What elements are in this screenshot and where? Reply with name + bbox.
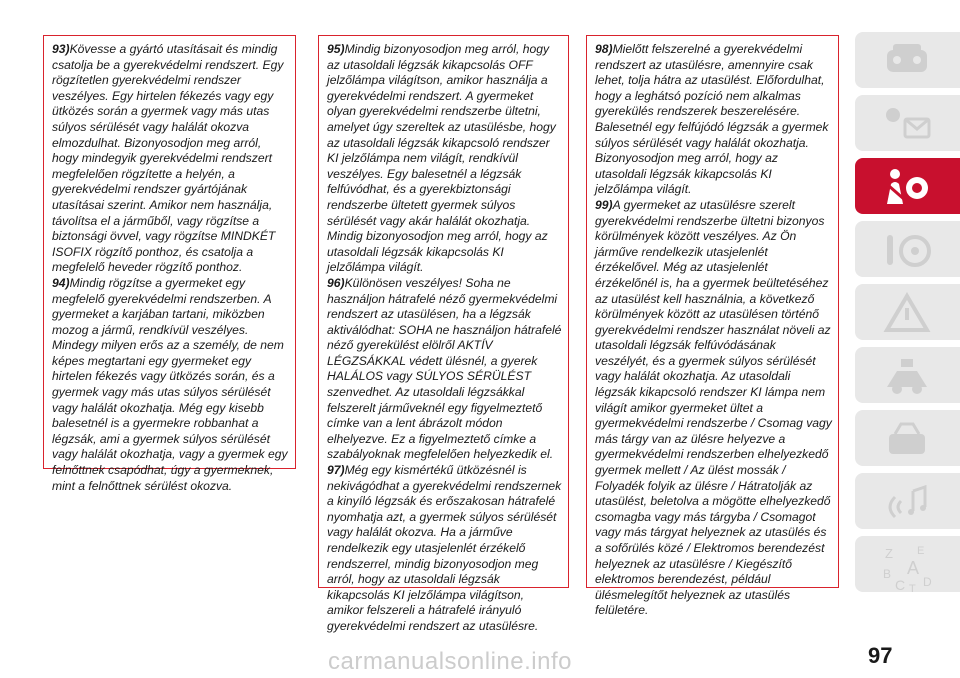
- tab-technical-data[interactable]: [855, 410, 960, 466]
- tab-index[interactable]: [855, 536, 960, 592]
- index-letter: E: [917, 545, 925, 557]
- warning-96: 96)Különösen veszélyes! Soha ne használjon hátrafelé néző gyermekvédelmi rendszert az utasülésen, ha a légzsák aktiválódhat: SOHA ne használjon hátrafelé néző gyerekülést elölről AKTÍV LÉGZSÁKKAL védett ülésnél, a gyerek HALÁLOS vagy SÚLYOS SÉRÜLÉST szenvedhet. Az utasoldali légzsákkal felszerelt járműveknél egy figyelmeztető címke van a lent ábrázolt módon elhelyezve. Ez a figyelmeztető címke a szabályoknak megfelelően helyezkedik el.: [327, 275, 562, 462]
- warning-column-3: [586, 35, 839, 618]
- warning-column-1: [43, 35, 296, 493]
- warning-98: 98)Mielőtt felszerelné a gyerekvédelmi rendszert az utasülésre, amennyire csak lehet, tolja hátra az utasülést. Előfordulhat, hogy a leghátsó pozíció nem alkalmas gyerekülés rendszerek beszerelésére. Balesetnél egy felfújódó légzsák a gyermek súlyos sérülését vagy halálát okozhatja. Bizonyosodjon meg arról, hogy az utasoldali légzsák kikapcsolás KI jelzőlámpa világít.: [595, 42, 829, 197]
- index-letter: Z: [885, 546, 893, 561]
- chapter-tabs: [855, 32, 960, 599]
- tab-safety[interactable]: [855, 158, 960, 214]
- tab-multimedia[interactable]: [855, 473, 960, 529]
- page-number: 97: [868, 643, 893, 668]
- tab-maintenance[interactable]: [855, 347, 960, 403]
- warning-column-2: [318, 35, 569, 633]
- emergency-icon: [881, 292, 933, 334]
- warning-lights-icon: [881, 103, 933, 145]
- index-letter: A: [907, 558, 920, 578]
- warning-99: 99)A gyermeket az utasülésre szerelt gyerekvédelmi rendszerbe ültetni bizonyos körülmények között veszélyes. Az Ön járműve rendelkezik utasjelenlét érzékelővel. Még az utasjelenlét érzékelőnél is, ha a gyermek beültetéséhez az utasülést kell használnia, a következő körülmények között az utasülésen történő gyerekvédelmi rendszer használat növeli az utasoldali légzsák felfúvódásának veszélyét, és a gyermek súlyos sérülését vagy halálát okozhatja. Az utasoldali légzsák kikapcsoló rendszer KI lámpa nem világít amikor gyermeket ültet a gyermekvédelmi rendszerbe / Csomag vagy más tárgy van az ülésre helyezve a gyermekvédelmi rendszerben elhelyezkedő gyermek mellett / Az ülést mossák / Folyadék folyik az ülésre / Hátratolják az utasülést, beletolva a mögötte elhelyezkedő csomagba vagy más tárgyba / Csomagot vagy más tárgyat helyeznek az utasülés és a sofőrülés közé / Elektromos berendezést helyeznek az utasülésre / Kiegészítő elektromos berendezést, például ülésmelegítőt helyeznek az utasülés felületére.: [595, 197, 832, 618]
- tab-emergency[interactable]: [855, 284, 960, 340]
- safety-airbag-icon: [881, 166, 933, 208]
- multimedia-icon: [881, 481, 933, 523]
- index-letter: T: [909, 583, 916, 594]
- car-dashboard-icon: [881, 40, 933, 80]
- tab-dashboard[interactable]: [855, 32, 960, 88]
- warning-97: 97)Még egy kismértékű ütközésnél is nekivágódhat a gyerekvédelmi rendszernek a kinyíló légzsák és erőszakosan hátrafelé nyomhatja azt, a gyermek súlyos sérülését vagy halálát okozva. Ha a járműve rendelkezik egy utasjelenlét érzékelő rendszerrel, mindig bizonyosodjon meg arról, hogy az utasoldali légzsák kikapcsolás KI jelzőlámpa világítson, amikor felszereli a hátrafelé irányuló gyerekvédelmi rendszert az utasülésre.: [327, 463, 562, 633]
- starting-driving-icon: [881, 229, 933, 271]
- index-letter: C: [895, 577, 906, 593]
- warning-95: 95)Mindig bizonyosodjon meg arról, hogy az utasoldali légzsák kikapcsolás OFF jelzőlámpa világítson, amikor használja a gyerekvédelmi rendszert. A gyermeket olyan gyerekvédelmi rendszerbe ültetni, amelyet úgy szereltek az utasülésbe, hogy az utasoldali légzsák kikapcsoló rendszer KI jelzőlámpa nem világít, rendkívül veszélyes. Egy balesetnél a légzsák felfúvódhat, és a gyerekbiztonsági rendszerbe ültetett gyermek súlyos sérülését vagy akár halálát okozhatja. Mindig bizonyosodjon meg arról, hogy az utasoldali légzsák kikapcsolás KI jelzőlámpa világít.: [327, 42, 556, 275]
- warning-93: 93)Kövesse a gyártó utasításait és mindig csatolja be a gyerekvédelmi rendszert. Egy rögzítetlen gyerekvédelmi rendszer veszélyes. Egy hirtelen fékezés vagy egy ütközés során a gyermek vagy más utas súlyos sérülését vagy halálát okozva elmozdulhat. Bizonyosodjon meg arról, hogy mindegyik gyerekvédelmi rendszert megfelelően rögzítette a helyén, a gyerekvédelmi rendszer gyártójának utasításai szerint. Amikor nem használja, távolítsa el a járműből, vagy rögzítse a biztonsági övvel, vagy rögzítse MINDKÉT ISOFIX rögzítő ponthoz, és csatolja a megfelelő heveder rögzítő ponthoz.: [52, 42, 284, 275]
- index-icon: [881, 544, 937, 594]
- technical-data-icon: [881, 418, 933, 460]
- maintenance-icon: [881, 355, 933, 397]
- warning-94: 94)Mindig rögzítse a gyermeket egy megfelelő gyerekvédelmi rendszerben. A gyermeket a karjában tartani, miközben mozog a jármű, rendkívül veszélyes. Mindegy milyen erős az a személy, de nem képes megtartani egy gyermeket egy hirtelen fékezés vagy ütközés során, és a gyermek vagy más utas súlyos sérülését vagy halálát okozhatja. Még egy kisebb balesetnél is a gyermekre robbanhat a légzsák, ami a gyermek súlyos sérülését vagy halálát okozhatja, vagy a gyermek egy felnőttnek csapódhat, úgy a gyermeknek, mint a felnőttnek sérülést okozva.: [52, 275, 288, 493]
- tab-warning-lights[interactable]: [855, 95, 960, 151]
- index-letter: D: [923, 575, 932, 589]
- watermark-text: carmanualsonline.info: [328, 648, 572, 675]
- tab-starting-driving[interactable]: [855, 221, 960, 277]
- index-letter: B: [883, 567, 892, 581]
